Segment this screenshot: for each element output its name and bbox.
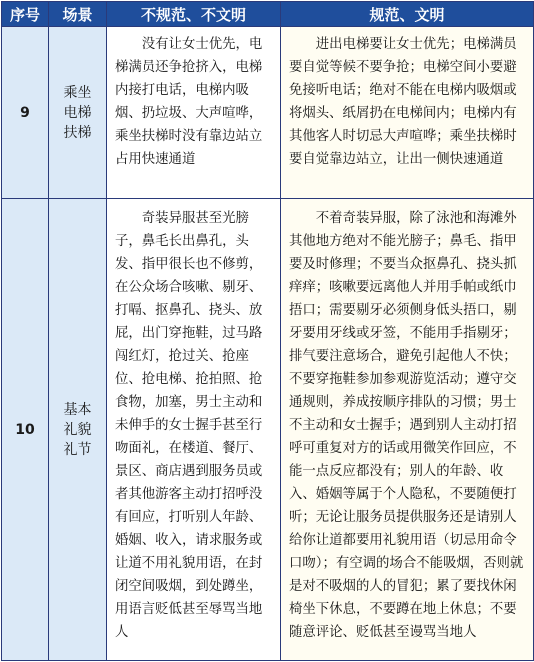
scene-line: 礼节 <box>63 441 92 458</box>
scene-line: 基本 <box>63 401 92 418</box>
etiquette-table <box>1 1 534 661</box>
scene-line: 乘坐 <box>63 84 92 101</box>
header-bad: 不规范、不文明 <box>107 2 281 27</box>
bad-behavior-cell: 没有让女士优先，电梯满员还争抢挤入，电梯内接打电话，电梯内吸烟、扔垃圾、大声喧哗，乘坐扶梯时没有靠边站立占用快速通道 <box>107 27 281 199</box>
header-row <box>2 2 534 27</box>
scene-line: 电梯 <box>63 104 92 121</box>
good-behavior-cell: 不着奇装异服，除了泳池和海滩外其他地方绝对不能光膀子；鼻毛、指甲要及时修理；不要当众抠鼻孔、挠头抓痒痒；咳嗽要远离他人并用手帕或纸巾捂口；需要剔牙必须侧身低头捂口，剔牙要用牙线或牙签，不能用手指剔牙；排气要注意场合，避免引起他人不快；不要穿拖鞋参加参观游览活动；遵守交通规则，养成按顺序排队的习惯；男士不主动和女士握手；遇到别人主动打招呼可重复对方的话或用微笑作回应，不能一点反应都没有；别人的年龄、收入、婚姻等属于个人隐私，不要随便打听；无论让服务员提供服务还是请别人给你让道都要用礼貌用语（切忌用命令口吻）；有空调的场合不能吸烟，否则就是对不吸烟的人的冒犯；累了要找休闲椅坐下休息，不要蹲在地上休息；不要随意评论、贬低甚至谩骂当地人 <box>281 199 534 661</box>
row-number: 9 <box>2 27 49 199</box>
scene-cell <box>49 199 107 661</box>
row-number: 10 <box>2 199 49 661</box>
header-scene: 场景 <box>49 2 107 27</box>
header-good: 规范、文明 <box>281 2 534 27</box>
header-num: 序号 <box>2 2 49 27</box>
scene-line: 礼貌 <box>63 421 92 438</box>
good-behavior-cell: 进出电梯要让女士优先；电梯满员要自觉等候不要争抢；电梯空间小要避免接听电话；绝对不能在电梯内吸烟或将烟头、纸屑扔在电梯间内；电梯内有其他客人时切忌大声喧哗；乘坐扶梯时要自觉靠边站立，让出一侧快速通道 <box>281 27 534 199</box>
table-row <box>2 27 534 199</box>
bad-behavior-cell: 奇装异服甚至光膀子，鼻毛长出鼻孔，头发、指甲很长也不修剪，在公众场合咳嗽、剔牙、打嗝、抠鼻孔、挠头、放屁，出门穿拖鞋，过马路闯红灯，抢过关、抢座位、抢电梯、抢拍照、抢食物，加塞，男士主动和未伸手的女士握手甚至行吻面礼，在楼道、餐厅、景区、商店遇到服务员或者其他游客主动打招呼没有回应，打听别人年龄、婚姻、收入，请求服务或让道不用礼貌用语，在封闭空间吸烟，到处蹲坐，用语言贬低甚至辱骂当地人 <box>107 199 281 661</box>
scene-cell <box>49 27 107 199</box>
scene-line: 扶梯 <box>63 124 92 141</box>
table-row <box>2 199 534 661</box>
